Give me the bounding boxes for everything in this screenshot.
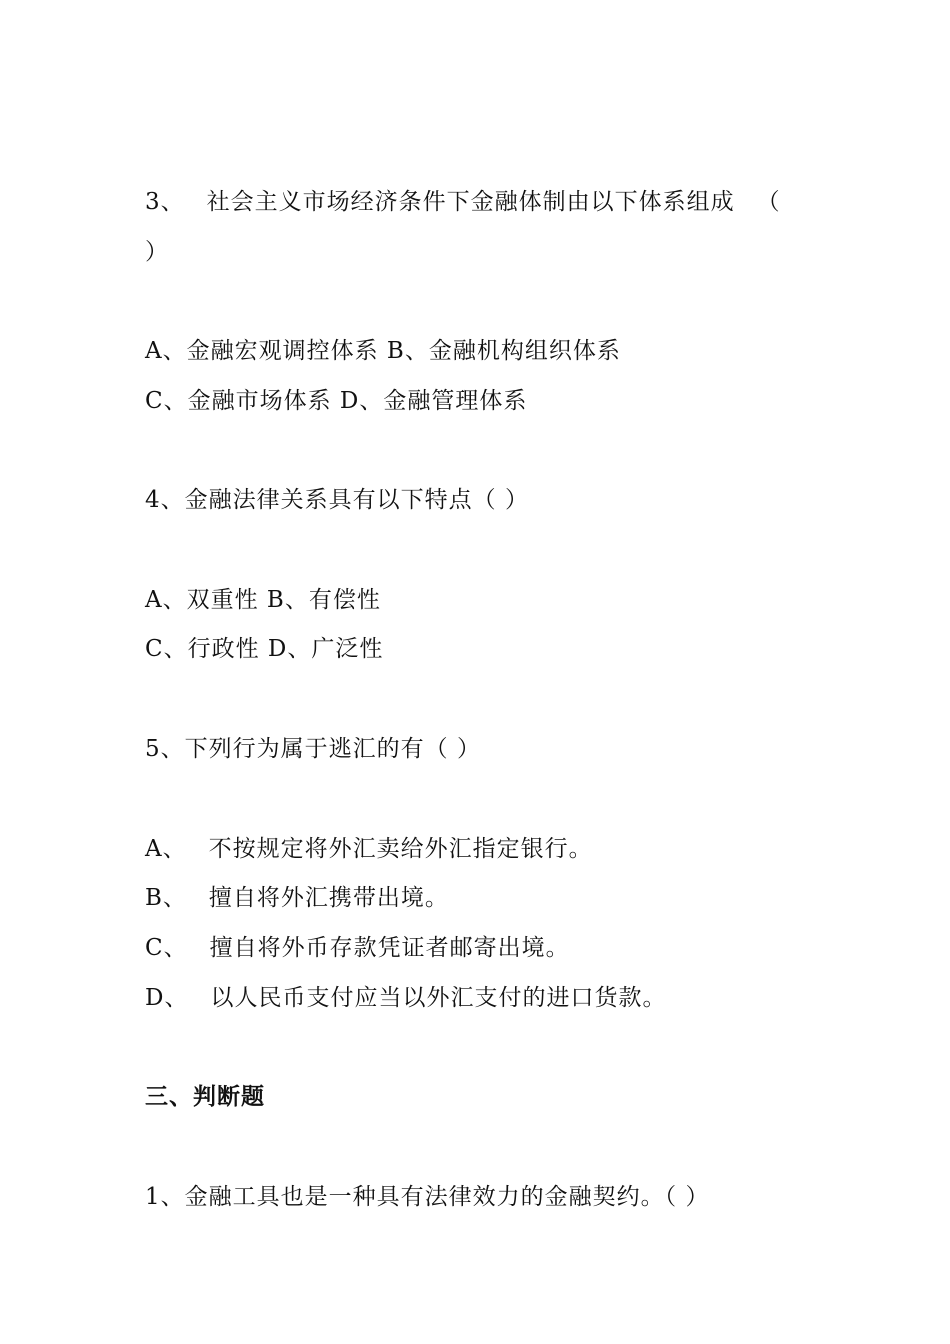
question-5: 5、下列行为属于逃汇的有（ ）: [145, 736, 481, 762]
option-b-label: B、: [145, 885, 187, 911]
option-b-text: 擅自将外汇携带出境。: [208, 885, 449, 911]
option-c-text: 擅自将外币存款凭证者邮寄出境。: [209, 935, 570, 961]
question-5-option-d: [145, 983, 666, 1013]
question-5-option-a: [145, 834, 593, 864]
question-3-paren-open: （: [756, 189, 781, 215]
question-3-option-cd: C、金融市场体系 D、金融管理体系: [145, 388, 528, 414]
question-4-option-cd: C、行政性 D、广泛性: [145, 636, 384, 662]
option-c-label: C、: [145, 935, 188, 961]
question-3-text: 社会主义市场经济条件下金融体制由以下体系组成: [206, 189, 735, 215]
question-3: [145, 187, 781, 217]
question-3-option-ab: A、金融宏观调控体系 B、金融机构组织体系: [145, 338, 621, 364]
question-5-option-b: [145, 883, 449, 913]
question-4: 4、金融法律关系具有以下特点（ ）: [145, 487, 529, 513]
judgment-question-1: 1、金融工具也是一种具有法律效力的金融契约。（ ）: [145, 1184, 710, 1210]
option-d-text: 以人民币支付应当以外汇支付的进口货款。: [210, 985, 667, 1011]
question-5-option-c: [145, 933, 570, 963]
question-3-number: 3、: [145, 189, 185, 215]
option-d-label: D、: [145, 985, 189, 1011]
section-heading: 三、判断题: [145, 1084, 265, 1110]
question-3-paren-close-line: [145, 237, 169, 267]
option-a-label: A、: [145, 836, 187, 862]
question-4-option-ab: A、双重性 B、有偿性: [145, 587, 381, 613]
option-a-text: 不按规定将外汇卖给外汇指定银行。: [208, 836, 593, 862]
question-3-paren-close: ）: [145, 239, 169, 265]
